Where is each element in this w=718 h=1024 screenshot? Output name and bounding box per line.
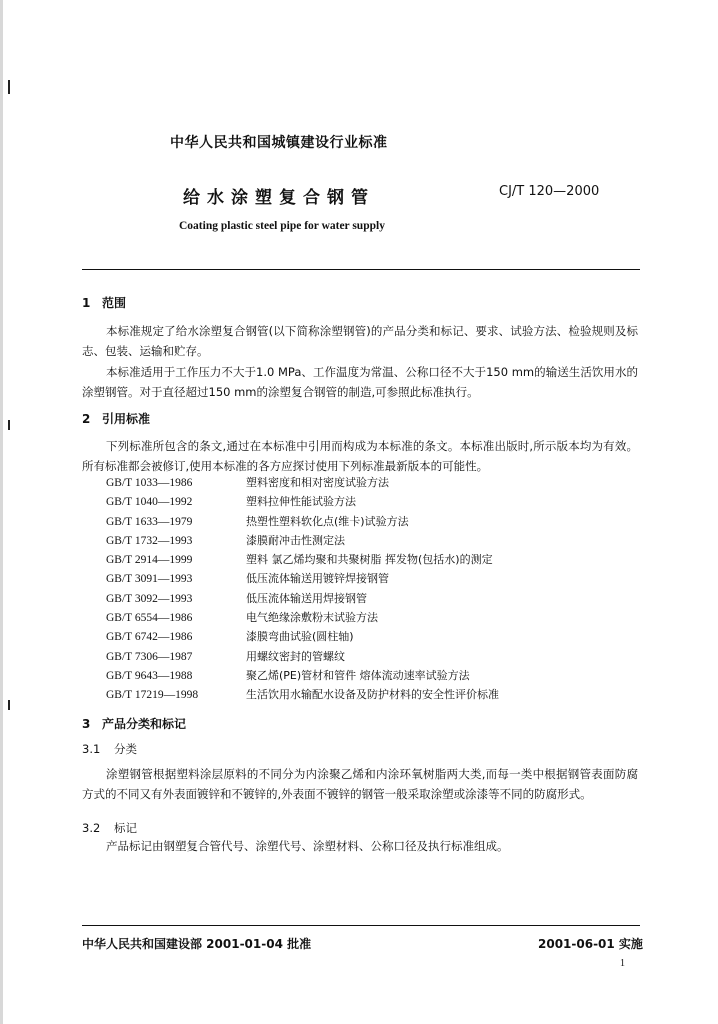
implementation-date: 2001-06-01 实施 — [538, 937, 643, 951]
reference-code: GB/T 1040—1992 — [106, 496, 193, 509]
reference-list — [106, 474, 499, 706]
header-divider — [82, 269, 640, 270]
reference-title: 低压流体输送用焊接钢管 — [246, 591, 367, 605]
list-item — [106, 570, 499, 589]
reference-title: 漆膜耐冲击性测定法 — [246, 533, 345, 547]
reference-code: GB/T 1633—1979 — [106, 515, 193, 528]
scope-paragraph-2: 本标准适用于工作压力不大于1.0 MPa、工作温度为常温、公称口径不大于150 mm的输送生活饮用水的涂塑钢管。对于直径超过150 mm的涂塑复合钢管的制造,可参照此标准执行。 — [82, 365, 638, 399]
scan-edge — [0, 0, 3, 1024]
reference-title: 塑料密度和相对密度试验方法 — [246, 476, 389, 489]
reference-title: 塑料 氯乙烯均聚和共聚树脂 挥发物(包括水)的测定 — [246, 553, 493, 567]
reference-title: 低压流体输送用镀锌焊接钢管 — [246, 572, 389, 586]
list-item — [106, 686, 499, 705]
subsection-number: 3.1 — [82, 742, 101, 756]
reference-code: GB/T 3092—1993 — [106, 592, 193, 605]
list-item — [106, 590, 499, 609]
subsection-number: 3.2 — [82, 821, 101, 835]
list-item — [106, 609, 499, 628]
approval-line: 中华人民共和国建设部 2001-01-04 批准 — [82, 937, 312, 951]
list-item — [106, 648, 499, 667]
document-title-cn: 给水涂塑复合钢管 — [183, 188, 375, 208]
section-title: 引用标准 — [102, 412, 151, 426]
list-item — [106, 513, 499, 532]
page-number: 1 — [620, 958, 625, 969]
section-number: 2 — [82, 412, 91, 426]
subsection-title: 标记 — [114, 821, 137, 835]
standard-number: CJ/T 120—2000 — [499, 184, 600, 199]
reference-code: GB/T 7306—1987 — [106, 650, 193, 663]
issuing-organization: 中华人民共和国城镇建设行业标准 — [170, 135, 388, 151]
list-item — [106, 474, 499, 493]
section-number: 3 — [82, 717, 91, 731]
document-title-en: Coating plastic steel pipe for water supply — [179, 220, 385, 232]
section-title: 产品分类和标记 — [102, 717, 187, 731]
section-number: 1 — [82, 296, 91, 310]
subsection-heading-marking — [82, 820, 137, 836]
reference-title: 生活饮用水输配水设备及防护材料的安全性评价标准 — [246, 688, 499, 702]
section-heading-references — [82, 410, 150, 427]
list-item — [106, 532, 499, 551]
marking-paragraph: 产品标记由钢塑复合管代号、涂塑代号、涂塑材料、公称口径及执行标准组成。 — [106, 839, 509, 853]
reference-title: 用螺纹密封的管螺纹 — [246, 649, 345, 663]
classification-paragraph: 涂塑钢管根据塑料涂层原料的不同分为内涂聚乙烯和内涂环氧树脂两大类,而每一类中根据钢管表面防腐方式的不同又有外表面镀锌和不镀锌的,外表面不镀锌的钢管一般采取涂塑或涂漆等不同的防腐形式。 — [82, 767, 638, 801]
reference-code: GB/T 17219—1998 — [106, 689, 199, 702]
reference-code: GB/T 6742—1986 — [106, 631, 193, 644]
reference-title: 电气绝缘涂敷粉末试验方法 — [246, 611, 378, 625]
reference-code: GB/T 9643—1988 — [106, 669, 193, 682]
section-title: 范围 — [102, 296, 127, 310]
list-item — [106, 493, 499, 512]
reference-code: GB/T 6554—1986 — [106, 612, 193, 625]
list-item — [106, 667, 499, 686]
reference-title: 热塑性塑料软化点(维卡)试验方法 — [246, 514, 409, 528]
reference-title: 塑料拉伸性能试验方法 — [246, 495, 356, 509]
section-heading-scope — [82, 294, 126, 311]
subsection-heading-classification — [82, 741, 137, 757]
section-heading-classification — [82, 715, 186, 732]
subsection-title: 分类 — [114, 742, 137, 756]
reference-code: GB/T 3091—1993 — [106, 573, 193, 586]
reference-code: GB/T 1732—1993 — [106, 534, 193, 547]
references-intro: 下列标准所包含的条文,通过在本标准中引用而构成为本标准的条文。本标准出版时,所示版本均为有效。所有标准都会被修订,使用本标准的各方应探讨使用下列标准最新版本的可能性。 — [82, 439, 638, 473]
reference-code: GB/T 2914—1999 — [106, 554, 193, 567]
list-item — [106, 551, 499, 570]
scan-mark — [8, 700, 10, 710]
reference-code: GB/T 1033—1986 — [106, 477, 193, 489]
footer-divider — [82, 925, 640, 926]
reference-title: 漆膜弯曲试验(圆柱轴) — [246, 630, 354, 644]
reference-title: 聚乙烯(PE)管材和管件 熔体流动速率试验方法 — [246, 668, 470, 682]
scan-mark — [8, 420, 10, 430]
scan-mark — [8, 80, 10, 94]
list-item — [106, 628, 499, 647]
scope-paragraph-1: 本标准规定了给水涂塑复合钢管(以下简称涂塑钢管)的产品分类和标记、要求、试验方法、检验规则及标志、包装、运输和贮存。 — [82, 324, 638, 358]
